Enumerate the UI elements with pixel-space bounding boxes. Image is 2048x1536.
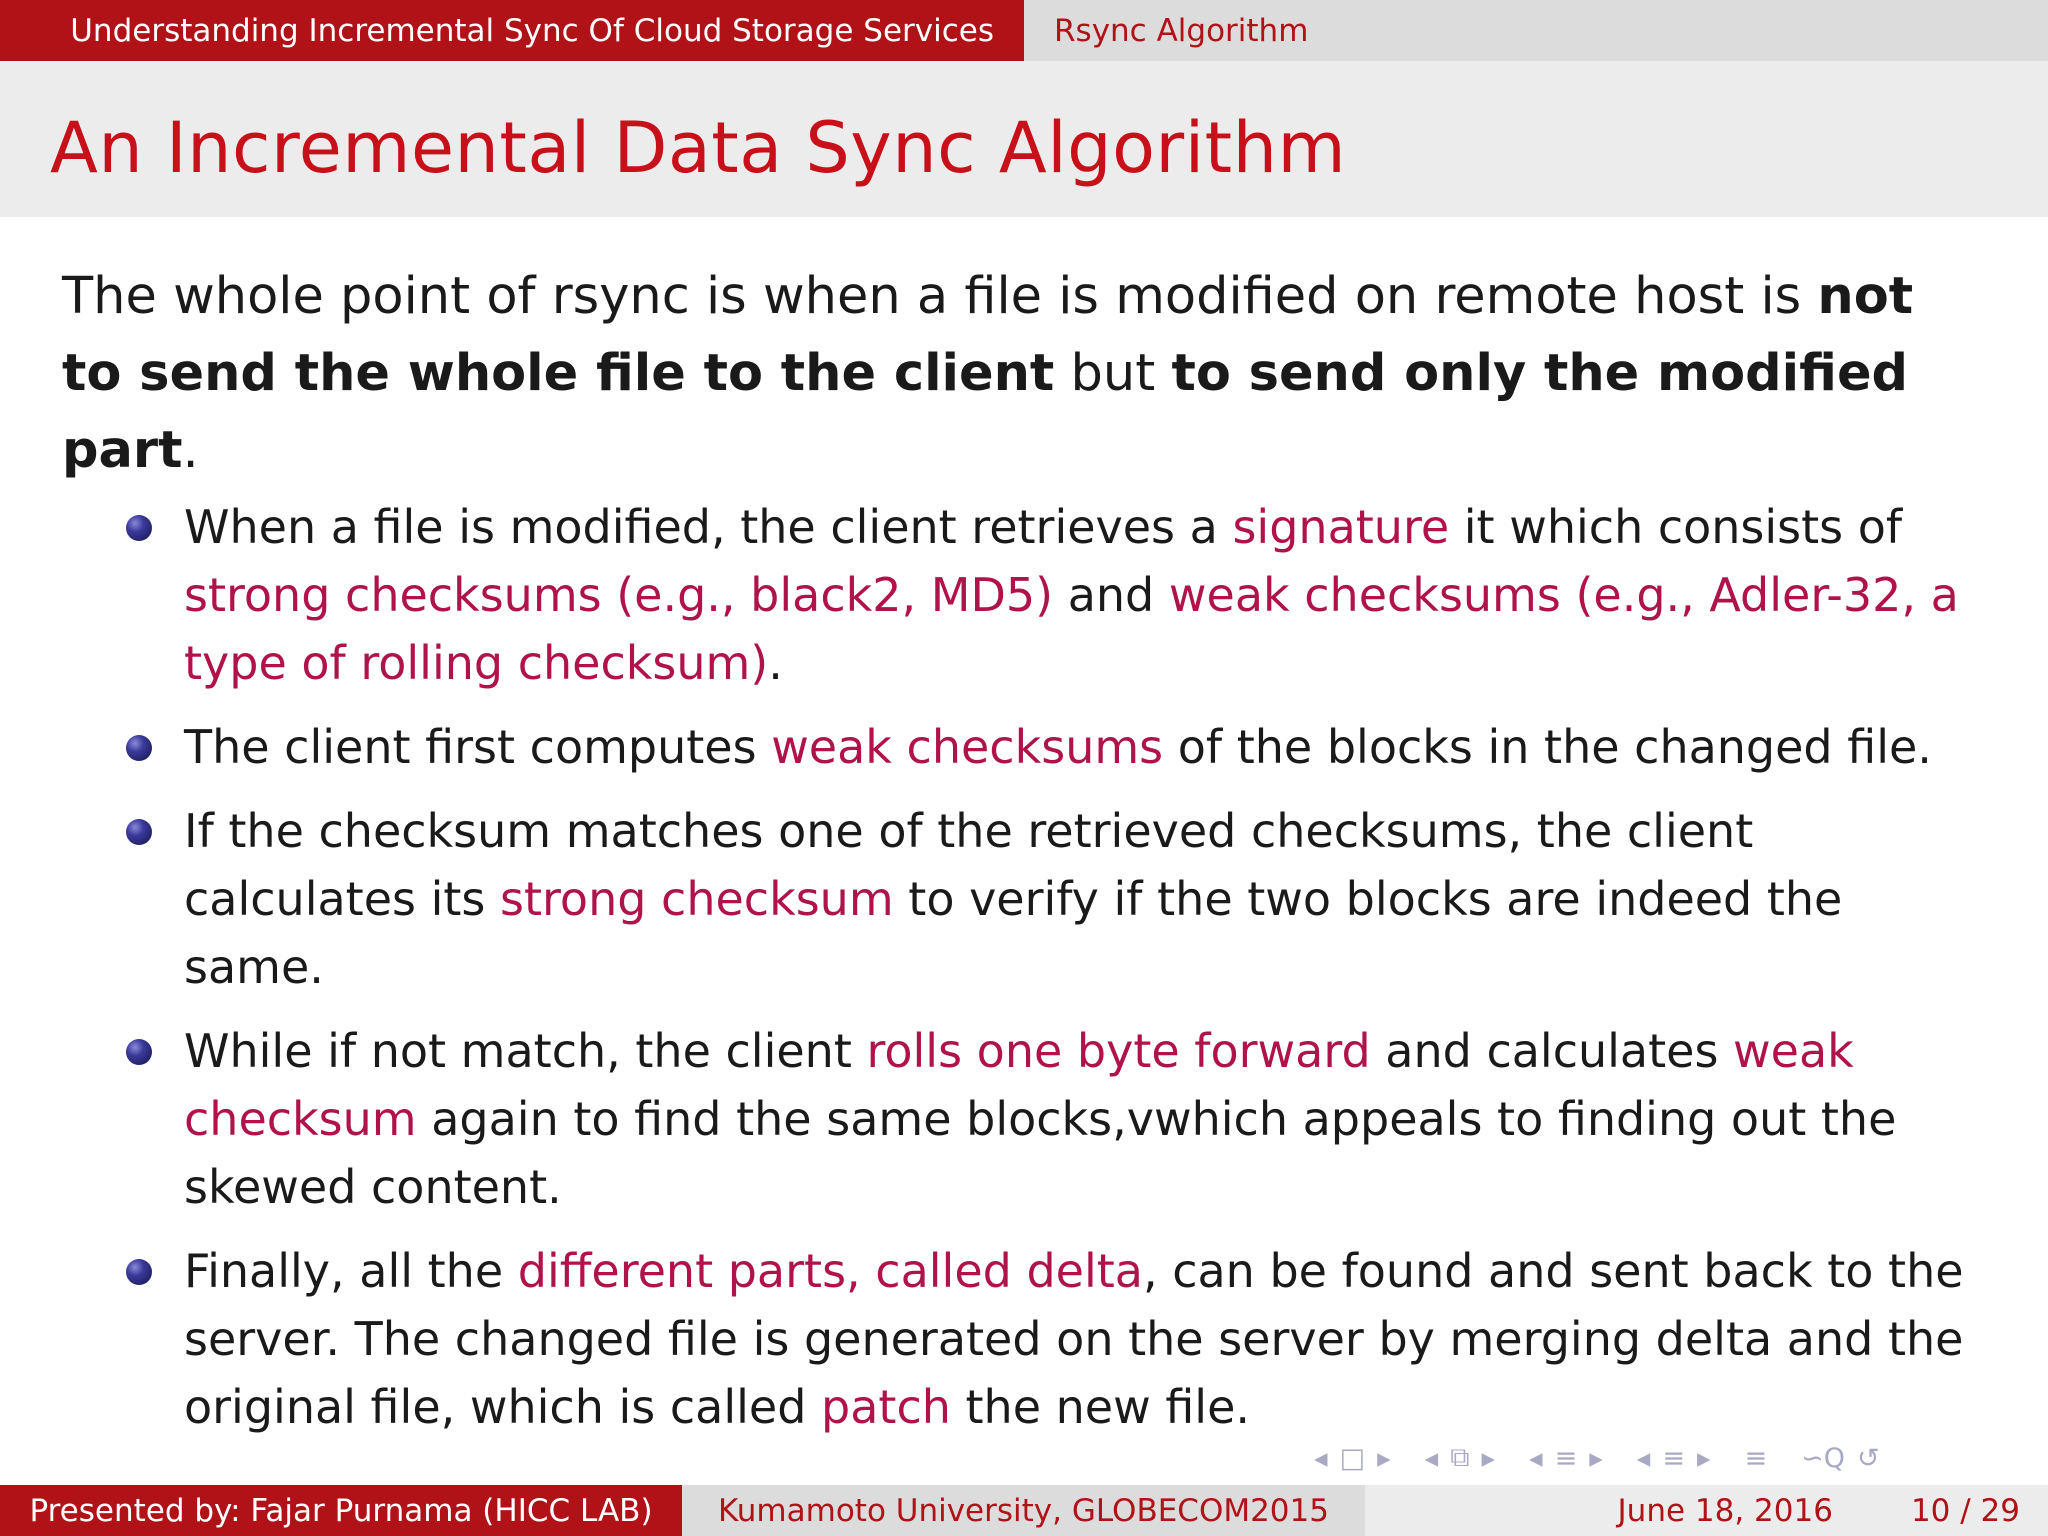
bullet-text: , can be found and sent back to the server. The changed file is generated on the server by merging delta and the original file, which is called (184, 1244, 1964, 1434)
frame-prev-icon[interactable]: ◂ (1314, 1442, 1328, 1474)
bullet-text: of the blocks in the changed file. (1163, 720, 1932, 774)
bullet-highlight: different parts, called delta (517, 1244, 1143, 1298)
intro-paragraph (62, 258, 1982, 489)
bullet-highlight: weak checksums (e.g., Adler-32, a type of rolling checksum) (184, 568, 1959, 690)
zoom-icon[interactable]: ↺ (1857, 1442, 1880, 1474)
frame-icon[interactable]: □ (1339, 1442, 1366, 1474)
bullet-text: the new file. (950, 1380, 1251, 1434)
bullet-list (62, 493, 1982, 1441)
subsection-icon[interactable]: ≡ (1662, 1442, 1685, 1474)
header-subsection[interactable]: Rsync Algorithm (1024, 0, 2048, 61)
bullet-ball-icon (126, 735, 152, 761)
bullet-text: If the checksum matches one of the retrieved checksums, the client calculates its (184, 804, 1754, 926)
bullet-text: and calculates (1370, 1024, 1734, 1078)
bullet-text: When a file is modified, the client retrieves a (184, 500, 1233, 554)
slide-title: An Incremental Data Sync Algorithm (50, 107, 1347, 189)
bullet-item (124, 797, 1982, 1001)
slide-body (62, 258, 1982, 1457)
intro-text-1: The whole point of rsync is when a file is modified on remote host is (62, 267, 1818, 326)
footer-presenter: Presented by: Fajar Purnama (HICC LAB) (0, 1485, 682, 1536)
intro-text-2: but (1054, 344, 1172, 403)
frame-title-band (0, 61, 2048, 217)
bullet-item (124, 493, 1982, 697)
section-prev-icon[interactable]: ◂ (1529, 1442, 1543, 1474)
bullet-ball-icon (126, 515, 152, 541)
header-bar (0, 0, 2048, 61)
intro-bold-2: to send only the modified part (62, 344, 1909, 480)
footer-bar (0, 1485, 2048, 1536)
bullet-text: Finally, all the (184, 1244, 518, 1298)
subframe-next-icon[interactable]: ▸ (1481, 1442, 1496, 1474)
bullet-text: The client first computes (184, 720, 772, 774)
header-section[interactable]: Understanding Incremental Sync Of Cloud Storage Services (0, 0, 1024, 61)
intro-bold-1: not to send the whole file to the client (62, 267, 1914, 403)
bullet-text: again to find the same blocks,vwhich appeals to finding out the skewed content. (184, 1092, 1897, 1214)
footer-date-page (1365, 1485, 2048, 1536)
subsection-next-icon[interactable]: ▸ (1696, 1442, 1711, 1474)
bullet-text: to verify if the two blocks are indeed the same. (184, 872, 1843, 994)
bullet-highlight: rolls one byte forward (866, 1024, 1371, 1078)
footer-date: June 18, 2016 (1617, 1492, 1833, 1529)
subframe-prev-icon[interactable]: ◂ (1424, 1442, 1439, 1474)
section-icon[interactable]: ≡ (1554, 1442, 1578, 1474)
section-next-icon[interactable]: ▸ (1589, 1442, 1603, 1474)
bullet-ball-icon (126, 1259, 152, 1285)
intro-text-3: . (182, 421, 199, 480)
bullet-ball-icon (126, 1039, 152, 1065)
bullet-highlight: strong checksums (e.g., black2, MD5) (184, 568, 1054, 622)
bullet-highlight: patch (821, 1380, 951, 1434)
bullet-highlight: strong checksum (500, 872, 894, 926)
bullet-item (124, 1017, 1982, 1221)
footer-venue: Kumamoto University, GLOBECOM2015 (682, 1485, 1365, 1536)
beamer-navigation (1308, 1438, 1886, 1478)
bullet-text: and (1053, 568, 1169, 622)
bullet-text: . (768, 636, 783, 690)
toc-icon[interactable]: ≡ (1744, 1442, 1768, 1474)
subsection-prev-icon[interactable]: ◂ (1636, 1442, 1651, 1474)
page-number: 10 / 29 (1910, 1492, 2020, 1529)
bullet-highlight: signature (1232, 500, 1450, 554)
frame-next-icon[interactable]: ▸ (1377, 1442, 1391, 1474)
bullet-item (124, 713, 1982, 781)
bullet-item (124, 1237, 1982, 1441)
bullet-highlight: weak checksum (184, 1024, 1854, 1146)
search-icon[interactable]: ∽Q (1801, 1442, 1846, 1474)
subframe-icon[interactable]: ⧉ (1450, 1442, 1470, 1473)
bullet-text: it which consists of (1449, 500, 1903, 554)
bullet-ball-icon (126, 819, 152, 845)
bullet-highlight: weak checksums (771, 720, 1164, 774)
bullet-text: While if not match, the client (184, 1024, 867, 1078)
